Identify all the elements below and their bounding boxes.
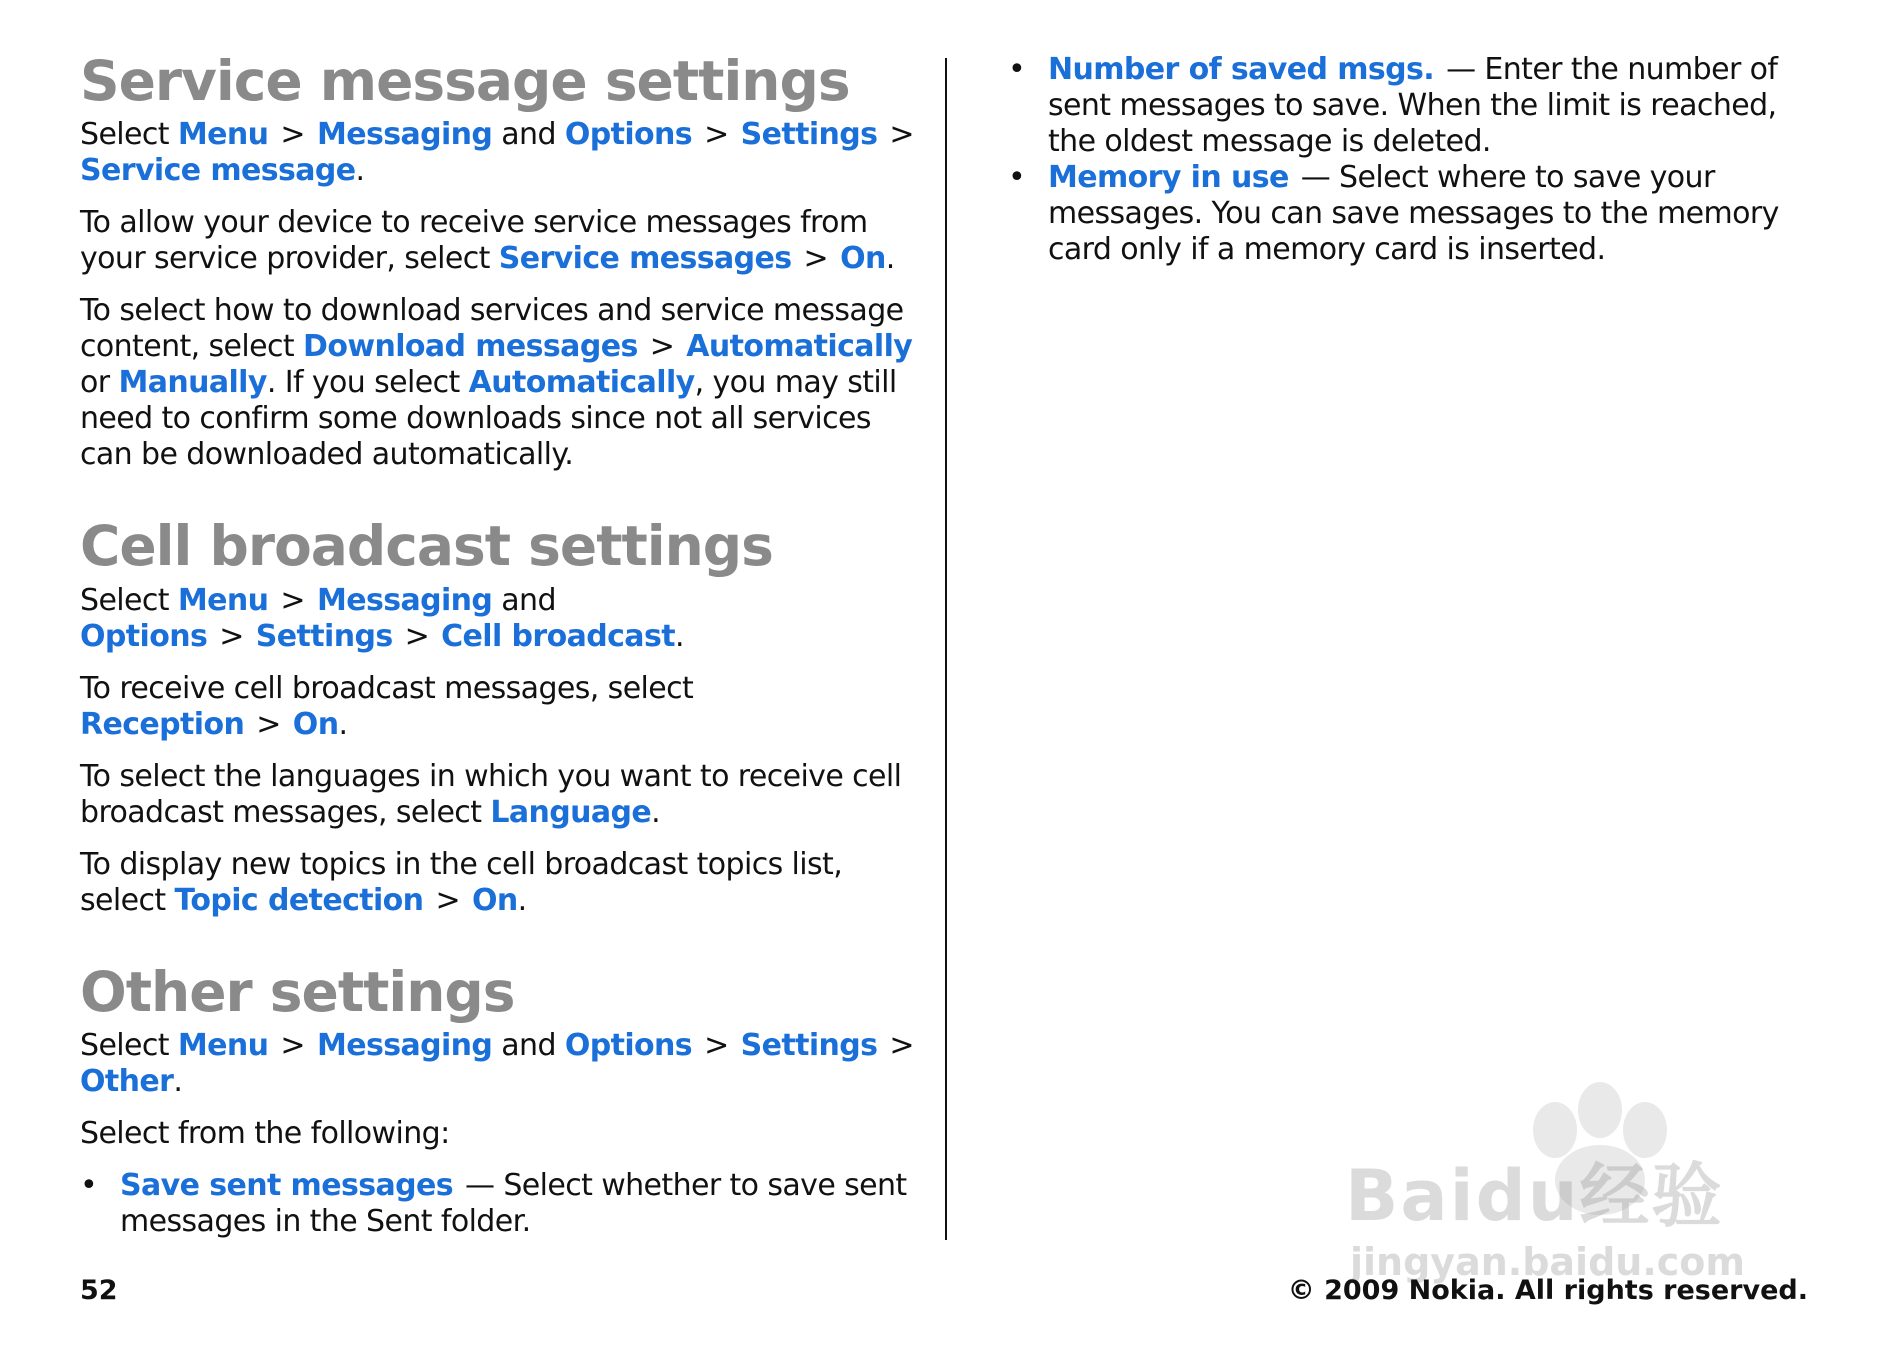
link-language[interactable]: Language (490, 794, 652, 830)
separator: > (704, 1028, 729, 1064)
page-number: 52 (80, 1275, 118, 1306)
link-download-messages[interactable]: Download messages (303, 329, 638, 365)
period: . (173, 1064, 183, 1100)
list-item (1008, 52, 1828, 160)
para-allow-service (80, 205, 930, 277)
link-messaging[interactable]: Messaging (316, 117, 493, 153)
period: . (517, 882, 527, 918)
link-manually[interactable]: Manually (118, 365, 267, 401)
separator: > (280, 1028, 305, 1064)
link-messaging[interactable]: Messaging (316, 582, 493, 618)
link-reception[interactable]: Reception (80, 706, 245, 742)
section-title-other-settings: Other settings (80, 959, 515, 1024)
link-on[interactable]: On (292, 706, 339, 742)
column-divider (945, 58, 947, 1240)
period: . (651, 794, 661, 830)
para-download (80, 293, 930, 473)
separator: > (219, 618, 244, 654)
separator: > (704, 117, 729, 153)
para-text: . If you select (266, 365, 460, 401)
select-text: Select (80, 582, 169, 618)
period: . (355, 153, 365, 189)
path-service-message (80, 117, 930, 189)
link-messaging[interactable]: Messaging (316, 1028, 493, 1064)
link-service-message[interactable]: Service message (80, 153, 356, 189)
path-other (80, 1028, 930, 1100)
select-text: Select (80, 1028, 169, 1064)
left-column (80, 0, 930, 1240)
para-language (80, 759, 930, 831)
link-number-of-saved-msgs[interactable]: Number of saved msgs. (1048, 52, 1435, 87)
separator: > (280, 582, 305, 618)
para-text: To allow your device to receive service messages from your service provider, select (80, 205, 868, 277)
list-item (1008, 160, 1828, 268)
separator: > (649, 329, 675, 365)
or-text: or (80, 365, 110, 401)
para-reception (80, 671, 930, 743)
path-cell-broadcast (80, 583, 930, 655)
link-service-messages[interactable]: Service messages (498, 241, 792, 277)
section-title-cell-broadcast: Cell broadcast settings (80, 514, 773, 579)
and-text: and (501, 117, 556, 153)
link-options[interactable]: Options (564, 117, 693, 153)
link-options[interactable]: Options (564, 1028, 693, 1064)
watermark-brand: Baidu经验 (1345, 1155, 1724, 1237)
item-description: — Select whether to save sent messages in the Sent folder. (120, 1168, 907, 1240)
para-text: , you may still need to confirm some downloads since not all services can be downloaded automatically. (80, 365, 897, 473)
period: . (885, 241, 895, 277)
watermark-url: jingyan.baidu.com (1350, 1240, 1745, 1284)
link-other[interactable]: Other (80, 1064, 174, 1100)
link-automatically[interactable]: Automatically (686, 329, 913, 365)
link-save-sent-messages[interactable]: Save sent messages (120, 1168, 453, 1204)
para-text: To select the languages in which you want to receive cell broadcast messages, select (80, 758, 902, 830)
and-text: and (501, 1028, 556, 1064)
and-text: and (501, 582, 556, 618)
item-description: — Select where to save your messages. You can save messages to the memory card only if a memory card is inserted. (1048, 160, 1779, 267)
para-topic-detection (80, 847, 930, 919)
select-text: Select (80, 117, 169, 153)
link-automatically-2[interactable]: Automatically (468, 365, 695, 401)
separator: > (803, 241, 829, 277)
separator: > (435, 882, 460, 918)
link-settings[interactable]: Settings (740, 1028, 878, 1064)
link-menu[interactable]: Menu (177, 582, 269, 618)
copyright: © 2009 Nokia. All rights reserved. (1287, 1275, 1808, 1306)
link-settings[interactable]: Settings (740, 117, 878, 153)
link-on[interactable]: On (472, 882, 518, 918)
item-description: — Enter the number of sent messages to save. When the limit is reached, the oldest message is deleted. (1048, 52, 1778, 159)
para-text: To receive cell broadcast messages, select (80, 670, 694, 706)
list-item (80, 1168, 930, 1240)
separator: > (889, 117, 914, 153)
para-text: To display new topics in the cell broadcast topics list, select (80, 846, 843, 918)
right-column (1008, 0, 1828, 268)
separator: > (404, 618, 430, 654)
period: . (338, 706, 348, 742)
link-topic-detection[interactable]: Topic detection (174, 882, 424, 918)
separator: > (280, 117, 305, 153)
para-select-following: Select from the following: (80, 1116, 450, 1152)
link-menu[interactable]: Menu (177, 117, 269, 153)
period: . (674, 618, 684, 654)
separator: > (256, 706, 281, 742)
link-options[interactable]: Options (80, 618, 208, 654)
para-text: To select how to download services and service message content, select (80, 293, 904, 365)
link-on[interactable]: On (840, 241, 886, 277)
link-settings[interactable]: Settings (255, 618, 393, 654)
link-menu[interactable]: Menu (177, 1028, 269, 1064)
section-title-service-message: Service message settings (80, 49, 850, 113)
link-memory-in-use[interactable]: Memory in use (1048, 160, 1289, 195)
link-cell-broadcast[interactable]: Cell broadcast (441, 618, 675, 654)
separator: > (889, 1028, 914, 1064)
other-settings-list (80, 1168, 930, 1240)
right-settings-list (1008, 52, 1828, 268)
